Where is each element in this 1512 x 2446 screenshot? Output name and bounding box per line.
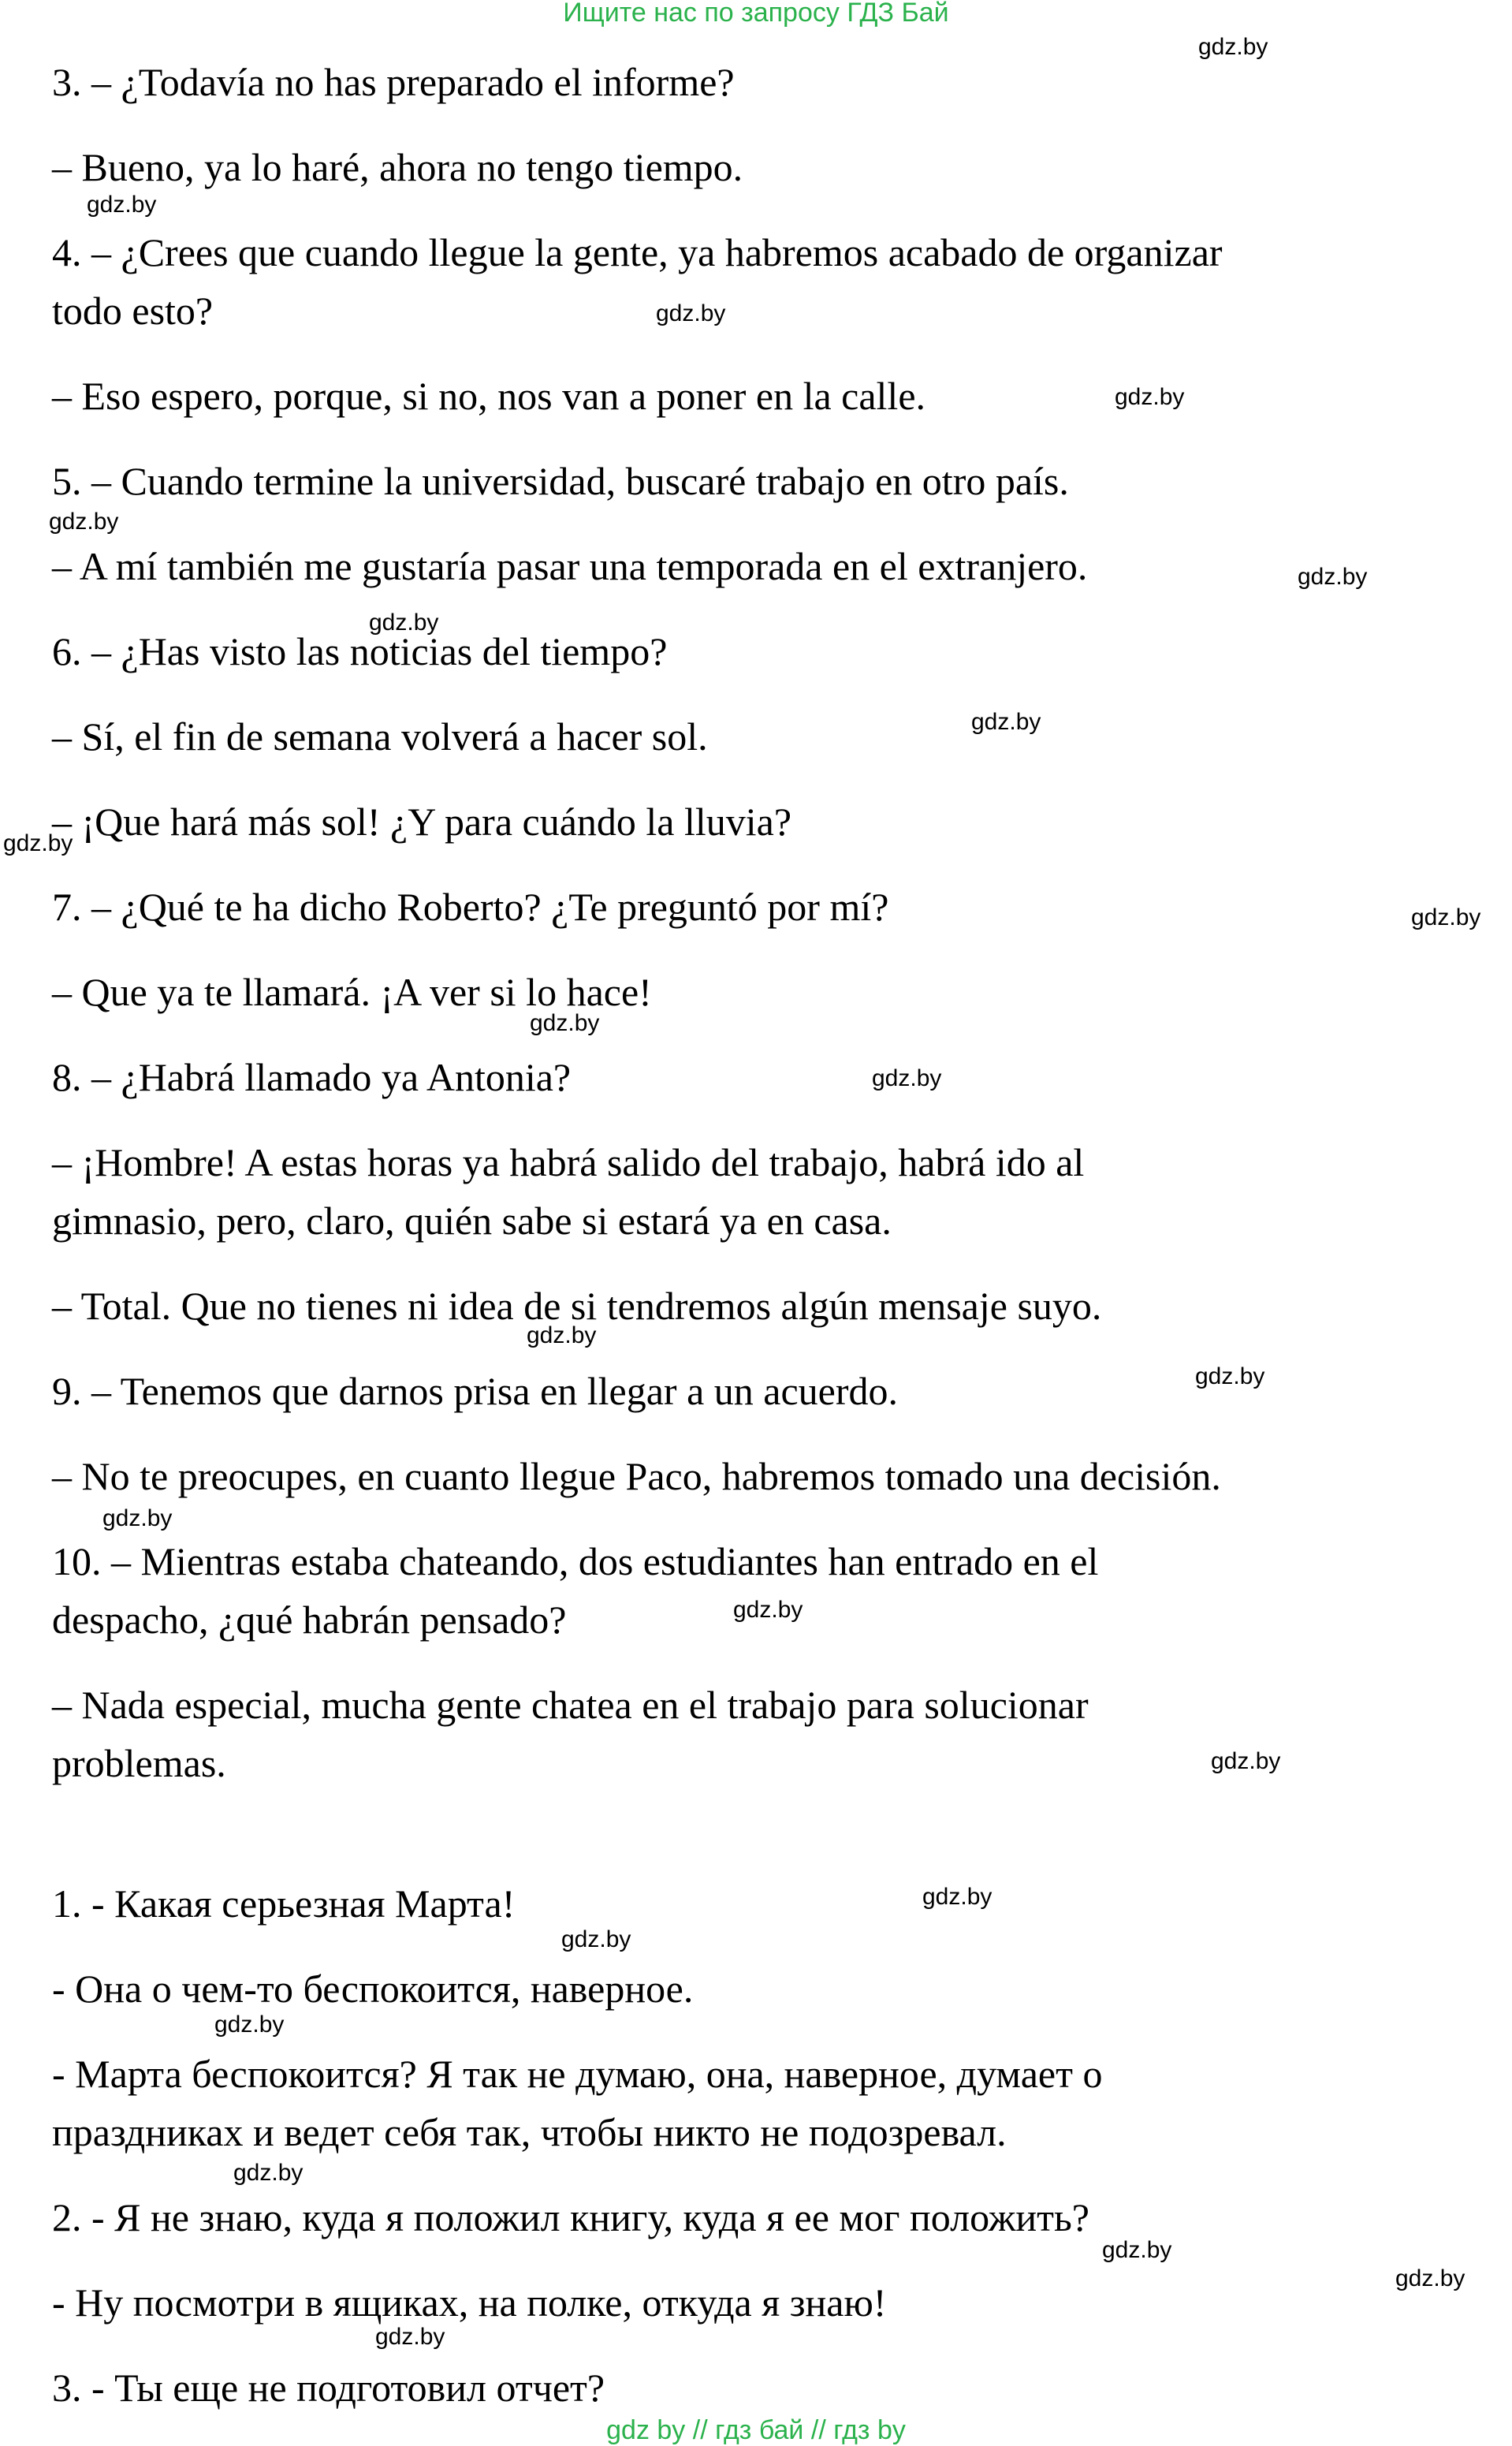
text-line: 3. - Ты еще не подготовил отчет?: [52, 2366, 605, 2410]
text-line: 2. - Я не знаю, куда я положил книгу, куда я ее мог положить?: [52, 2195, 1089, 2239]
watermark: gdz.by: [49, 509, 119, 535]
text-line: 5. – Cuando termine la universidad, buscaré trabajo en otro país.: [52, 459, 1069, 503]
text-line: 6. – ¿Has visto las noticias del tiempo?: [52, 629, 668, 673]
text-line: 4. – ¿Crees que cuando llegue la gente, ya habremos acabado de organizar: [52, 230, 1223, 274]
site-footer-links: gdz by // гдз бай // гдз by: [606, 2415, 906, 2445]
watermark: gdz.by: [1198, 34, 1268, 60]
text-line: problemas.: [52, 1741, 226, 1785]
text-line: 8. – ¿Habrá llamado ya Antonia?: [52, 1055, 572, 1099]
watermark: gdz.by: [3, 830, 73, 856]
text-line: - Ну посмотри в ящиках, на полке, откуда я знаю!: [52, 2280, 887, 2325]
text-line: 7. – ¿Qué te ha dicho Roberto? ¿Te preguntó por mí?: [52, 885, 889, 929]
watermark: gdz.by: [527, 1322, 597, 1348]
watermark: gdz.by: [233, 2160, 304, 2186]
text-line: – Que ya te llamará. ¡A ver si lo hace!: [52, 970, 652, 1014]
watermark: gdz.by: [1298, 564, 1368, 590]
watermark: gdz.by: [1195, 1363, 1265, 1389]
watermark: gdz.by: [369, 610, 439, 636]
text-line: - Марта беспокоится? Я так не думаю, она, наверное, думает о: [52, 2052, 1103, 2096]
text-line: – Eso espero, porque, si no, nos van a poner en la calle.: [52, 374, 926, 418]
text-line: gimnasio, pero, claro, quién sabe si estará ya en casa.: [52, 1199, 892, 1243]
text-line: – ¡Que hará más sol! ¿Y para cuándo la lluvia?: [52, 800, 792, 844]
text-line: 10. – Mientras estaba chateando, dos estudiantes han entrado en el: [52, 1539, 1099, 1583]
watermark: gdz.by: [102, 1505, 173, 1531]
text-line: todo esto?: [52, 289, 214, 333]
watermark: gdz.by: [733, 1597, 803, 1623]
text-line: – ¡Hombre! A estas horas ya habrá salido del trabajo, habrá ido al: [52, 1140, 1085, 1184]
watermark: gdz.by: [530, 1010, 600, 1036]
site-search-banner: Ищите нас по запросу ГДЗ Бай: [563, 0, 949, 28]
text-line: – Bueno, ya lo haré, ahora no tengo tiempo.: [52, 145, 743, 189]
watermark: gdz.by: [656, 300, 726, 326]
watermark: gdz.by: [922, 1884, 992, 1910]
text-line: 1. - Какая серьезная Марта!: [52, 1881, 516, 1926]
watermark: gdz.by: [1211, 1748, 1281, 1774]
watermark: gdz.by: [971, 709, 1041, 735]
text-line: праздниках и ведет себя так, чтобы никто не подозревал.: [52, 2110, 1007, 2154]
text-line: 9. – Tenemos que darnos prisa en llegar a un acuerdo.: [52, 1369, 898, 1413]
text-line: - Она о чем-то беспокоится, наверное.: [52, 1967, 694, 2011]
watermark: gdz.by: [1102, 2237, 1172, 2263]
watermark: gdz.by: [214, 2012, 285, 2038]
watermark: gdz.by: [375, 2324, 445, 2350]
watermark: gdz.by: [1395, 2265, 1465, 2291]
watermark: gdz.by: [561, 1926, 631, 1952]
text-line: – Sí, el fin de semana volverá a hacer sol.: [52, 714, 708, 759]
text-line: 3. – ¿Todavía no has preparado el informe?: [52, 60, 735, 104]
text-line: – Nada especial, mucha gente chatea en el trabajo para solucionar: [52, 1683, 1089, 1727]
watermark: gdz.by: [872, 1065, 942, 1091]
text-line: – No te preocupes, en cuanto llegue Paco, habremos tomado una decisión.: [52, 1454, 1221, 1498]
watermark: gdz.by: [1115, 384, 1185, 410]
watermark: gdz.by: [1411, 904, 1481, 930]
text-line: despacho, ¿qué habrán pensado?: [52, 1598, 567, 1642]
text-line: – A mí también me gustaría pasar una temporada en el extranjero.: [52, 544, 1088, 588]
text-line: – Total. Que no tienes ni idea de si tendremos algún mensaje suyo.: [52, 1284, 1102, 1328]
watermark: gdz.by: [87, 192, 157, 218]
